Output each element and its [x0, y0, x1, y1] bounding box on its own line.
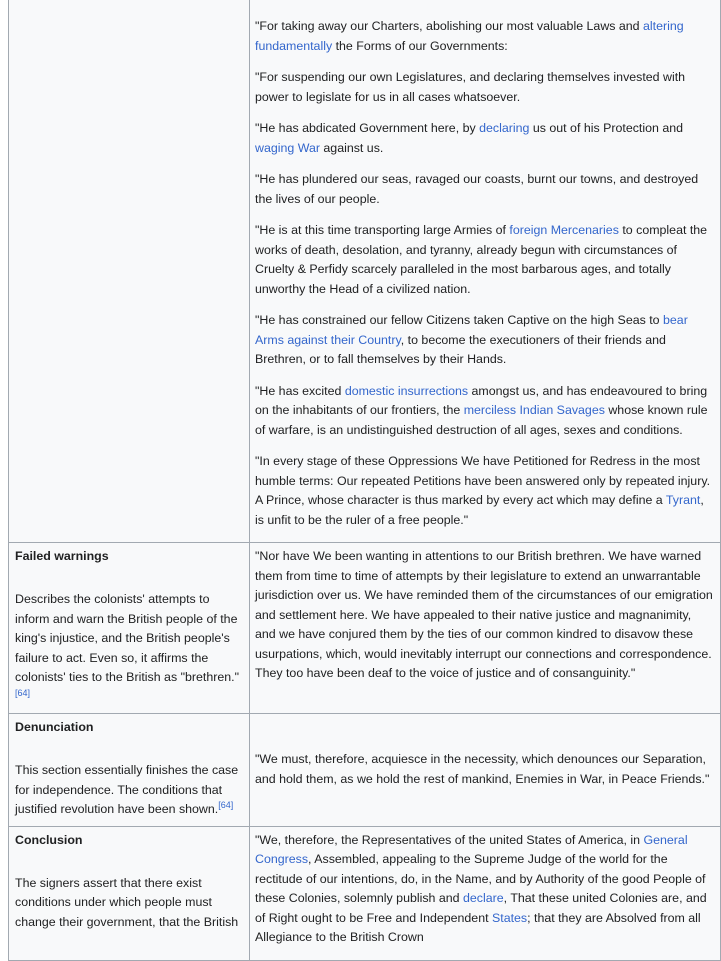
text-segment: "He has excited: [255, 383, 345, 398]
text-segment: the Forms of our Governments:: [332, 38, 508, 53]
quote-paragraph: [255, 17, 715, 56]
text-segment: , Assembled, appealing to the Supreme Judge of the world for the rectitude of our intentions, do, in the Name, and by Authority of the good People of these Colonies, solemnly publish and: [255, 852, 706, 905]
wiki-link[interactable]: domestic insurrections: [344, 383, 469, 398]
section-description: [15, 590, 243, 707]
citation-ref[interactable]: [218, 800, 233, 810]
text-segment: , is unfit to be the ruler of a free people.": [255, 493, 704, 527]
text-segment: "For suspending our own Legislatures, and declaring themselves invested with power to legislate for us in all cases whatsoever.: [255, 70, 686, 104]
text-segment: whose known rule of warfare, is an undistinguished destruction of all ages, sexes and conditions.: [255, 403, 708, 437]
text-segment: "We, therefore, the Representatives of the united States of America, in: [255, 832, 644, 847]
quote-paragraph: [255, 452, 715, 530]
section-text-cell: [250, 826, 721, 960]
text-segment: "We must, therefore, acquiesce in the necessity, which denounces our Separation, and hold them, as we hold the rest of mankind, Enemies in War, in Peace Friends.": [255, 752, 710, 786]
quote-paragraph: [255, 311, 715, 370]
wiki-link[interactable]: States: [491, 910, 528, 925]
section-description: [15, 874, 243, 933]
text-segment: to compleat the works of death, desolation, and tyranny, already begun with circumstances of Cruelty & Perfidy scarcely paralleled in the most barbarous ages, and totally unworthy the Head of a civilized nation.: [255, 223, 708, 296]
quote-paragraph: [255, 170, 715, 209]
text-segment: "Nor have We been wanting in attentions to our British brethren. We have warned them from time to time of attempts by their legislature to extend an unwarrantable jurisdiction over us. We have reminded them of the circumstances of our emigration and settlement here. We have appealed to their native justice and magnanimity, and we have conjured them by the ties of our common kindred to disavow these usurpations, which, would inevitably interrupt our connections and correspondence. They too have been deaf to the voice of justice and of consanguinity.": [255, 549, 713, 680]
text-segment: "In every stage of these Oppressions We have Petitioned for Redress in the most humble terms: Our repeated Petitions have been answered only by repeated injury. A Prince, whose character is thus marked by every act which may define a: [255, 454, 711, 507]
text-segment: against us.: [319, 140, 384, 155]
declaration-structure-table: [8, 0, 721, 961]
quote-paragraph: [255, 221, 715, 299]
quote-paragraph: [255, 68, 715, 107]
text-segment: , to become the executioners of their friends and Brethren, or to fall themselves by their Hands.: [255, 332, 666, 366]
section-description: [15, 761, 243, 820]
section-text-cell: [250, 714, 721, 827]
wiki-link[interactable]: Tyrant: [665, 493, 701, 507]
text-segment: us out of his Protection and: [529, 121, 684, 135]
table-row: [9, 0, 721, 543]
section-title: Conclusion: [15, 832, 83, 847]
text-segment: "He has constrained our fellow Citizens taken Captive on the high Seas to: [255, 313, 664, 327]
wiki-link[interactable]: General Congress: [255, 832, 688, 866]
section-description-cell: [9, 543, 250, 714]
text-segment: "He has abdicated Government here, by: [255, 121, 480, 135]
text-segment: amongst us, and has endeavoured to bring on the inhabitants of our frontiers, the: [255, 383, 708, 417]
text-segment: ; that they are Absolved from all Allegiance to the British Crown: [255, 910, 701, 944]
cut-off-text-line: [255, 0, 715, 5]
citation-link[interactable]: [64]: [218, 799, 234, 810]
table-row: [9, 714, 721, 827]
citation-ref[interactable]: [15, 687, 30, 697]
section-description-cell: [9, 826, 250, 960]
section-description-cell: [9, 0, 250, 543]
quote-paragraph: [255, 382, 715, 441]
wiki-link[interactable]: altering fundamentally: [255, 19, 684, 53]
text-segment: "For taking away our Charters, abolishing our most valuable Laws and: [255, 19, 644, 33]
description-text: Describes the colonists' attempts to inform and warn the British people of the king's injustice, and the British people's failure to act. Even so, it affirms the colonists' ties to the British as "brethren.": [15, 592, 239, 684]
text-segment: "He has plundered our seas, ravaged our coasts, burnt our towns, and destroyed the lives of our people.: [255, 172, 699, 206]
section-text-cell: [250, 0, 721, 543]
section-title: Denunciation: [15, 720, 94, 734]
description-text: The signers assert that there exist conditions under which people must change their government, that the British: [15, 875, 239, 929]
text-segment: , That these united Colonies are, and of Right ought to be Free and Independent: [255, 891, 707, 925]
wiki-link[interactable]: merciless Indian Savages: [463, 403, 605, 417]
table-row: [9, 543, 721, 714]
description-text: This section essentially finishes the case for independence. The conditions that justified revolution have been shown.: [15, 763, 239, 816]
text-segment: "He is at this time transporting large Armies of: [255, 223, 510, 237]
section-title: Failed warnings: [15, 549, 109, 563]
wiki-link[interactable]: bear Arms against their Country: [255, 313, 688, 347]
table-row: [9, 826, 721, 960]
section-text-cell: [250, 543, 721, 714]
wiki-link[interactable]: waging War: [255, 140, 320, 155]
quote-paragraph: [255, 750, 715, 789]
quote-paragraph: [255, 831, 715, 948]
section-description-cell: [9, 714, 250, 827]
quote-paragraph: [255, 547, 715, 684]
citation-link[interactable]: [64]: [15, 687, 31, 698]
quote-paragraph: [255, 119, 715, 158]
wiki-link[interactable]: declaring: [479, 121, 530, 135]
wiki-link[interactable]: foreign Mercenaries: [509, 223, 619, 237]
wiki-link[interactable]: declare: [463, 891, 504, 905]
